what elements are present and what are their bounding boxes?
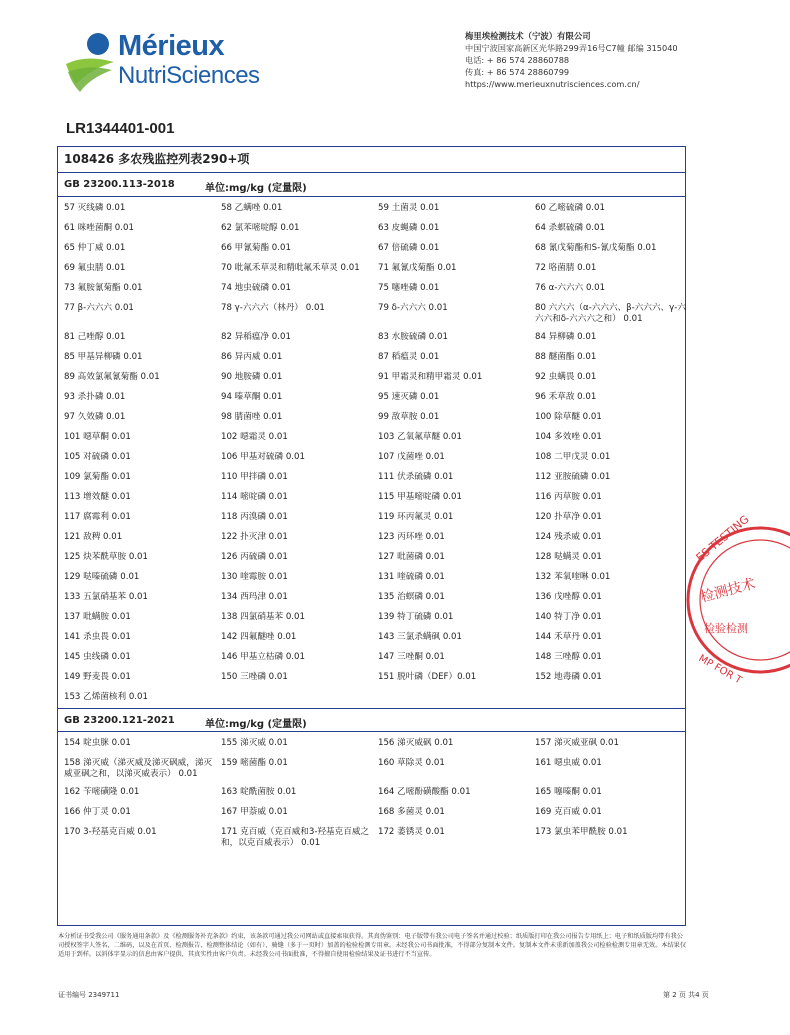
stamp-text-lower: 检验检测	[704, 622, 748, 635]
pesticide-item: 140 特丁净 0.01	[535, 612, 602, 622]
pesticide-item: 60 乙嘧硫磷 0.01	[535, 203, 605, 213]
pesticide-item: 122 扑灭津 0.01	[221, 532, 288, 542]
pesticide-item: 99 敌草胺 0.01	[378, 412, 440, 422]
pesticide-item: 113 增效醚 0.01	[64, 492, 131, 502]
pesticide-item: 91 甲霜灵和精甲霜灵 0.01	[378, 372, 483, 382]
pesticide-item: 118 丙溴磷 0.01	[221, 512, 288, 522]
pesticide-item: 98 腈菌唑 0.01	[221, 412, 283, 422]
brand-line-2: NutriSciences	[118, 62, 260, 89]
pesticide-item: 75 噻唑磷 0.01	[378, 283, 440, 293]
pesticide-item: 168 多菌灵 0.01	[378, 807, 445, 817]
pesticide-item: 146 甲基立枯磷 0.01	[221, 652, 305, 662]
pesticide-item: 142 四氟醚唑 0.01	[221, 632, 297, 642]
pesticide-item: 102 噁霜灵 0.01	[221, 432, 288, 442]
pesticide-item: 161 噁虫威 0.01	[535, 758, 602, 768]
pesticide-item: 110 甲拌磷 0.01	[221, 472, 288, 482]
pesticide-item: 81 己唑醇 0.01	[64, 332, 126, 342]
pesticide-item: 104 多效唑 0.01	[535, 432, 602, 442]
pesticide-item: 117 腐霉利 0.01	[64, 512, 131, 522]
pesticide-item: 94 嗪草酮 0.01	[221, 392, 283, 402]
pesticide-item: 89 高效氯氟氰菊酯 0.01	[64, 372, 160, 382]
page-number: 第 2 页 共4 页	[663, 991, 709, 999]
pesticide-item: 120 扑草净 0.01	[535, 512, 602, 522]
pesticide-item: 158 涕灭威（涕灭威及涕灭砜威，涕灭威亚砜之和，以涕灭威表示） 0.01	[64, 758, 213, 779]
section-header-1	[58, 173, 685, 197]
pesticide-item: 167 甲萘威 0.01	[221, 807, 288, 817]
pesticide-item: 159 嘧菌酯 0.01	[221, 758, 288, 768]
pesticide-item: 112 亚胺硫磷 0.01	[535, 472, 611, 482]
company-fax: 传真: + 86 574 28860799	[465, 67, 570, 77]
official-stamp-icon	[680, 500, 790, 700]
pesticide-item: 61 咪唑菌酮 0.01	[64, 223, 134, 233]
table-title: 108426 多农残监控列表290+项	[58, 147, 685, 173]
pesticide-item: 144 禾草丹 0.01	[535, 632, 602, 642]
stamp-text-bottom: MP FOR T	[696, 653, 744, 687]
pesticide-item: 124 残杀威 0.01	[535, 532, 602, 542]
pesticide-item: 62 氯苯嘧啶醇 0.01	[221, 223, 300, 233]
pesticide-item: 136 戊唑醇 0.01	[535, 592, 602, 602]
pesticide-item: 155 涕灭威 0.01	[221, 738, 288, 748]
company-logo	[62, 28, 282, 98]
pesticide-item: 71 氟氰戊菊酯 0.01	[378, 263, 457, 273]
pesticide-item: 129 哒嗪硫磷 0.01	[64, 572, 140, 582]
pesticide-item: 97 久效磷 0.01	[64, 412, 126, 422]
pesticide-item: 95 速灭磷 0.01	[378, 392, 440, 402]
unit-label: 单位:mg/kg (定量限)	[205, 719, 307, 730]
pesticide-item: 82 异稻瘟净 0.01	[221, 332, 291, 342]
pesticide-item: 88 醚菌酯 0.01	[535, 352, 597, 362]
standard-code: GB 23200.113-2018	[64, 179, 175, 190]
company-website[interactable]: https://www.merieuxnutrisciences.com.cn/	[465, 79, 640, 89]
pesticide-item: 151 脱叶磷（DEF）0.01	[378, 672, 477, 682]
pesticide-item: 166 仲丁灵 0.01	[64, 807, 131, 817]
pesticide-item: 157 涕灭威亚砜 0.01	[535, 738, 619, 748]
stamp-text-outer: ES TESTING	[693, 512, 752, 565]
pesticide-item: 128 哒螨灵 0.01	[535, 552, 602, 562]
pesticide-item: 134 西玛津 0.01	[221, 592, 288, 602]
pesticide-item: 138 四氯硝基苯 0.01	[221, 612, 305, 622]
pesticide-item: 109 氯菊酯 0.01	[64, 472, 131, 482]
pesticide-item: 57 灭线磷 0.01	[64, 203, 126, 213]
pesticide-item: 87 稻瘟灵 0.01	[378, 352, 440, 362]
pesticide-item: 59 土菌灵 0.01	[378, 203, 440, 213]
certificate-number: 证书编号 2349711	[58, 991, 120, 999]
pesticide-item: 164 乙嘧酚磺酸酯 0.01	[378, 787, 471, 797]
company-tel: 电话: + 86 574 28860788	[465, 55, 570, 65]
section-header-2	[58, 708, 685, 732]
pesticide-item: 83 水胺硫磷 0.01	[378, 332, 448, 342]
pesticide-item: 65 仲丁威 0.01	[64, 243, 126, 253]
pesticide-item: 130 喹霉胺 0.01	[221, 572, 288, 582]
pesticide-item: 147 三唑酮 0.01	[378, 652, 445, 662]
pesticide-item: 86 异丙威 0.01	[221, 352, 283, 362]
stamp-text-inner: 检测技术	[698, 575, 758, 606]
pesticide-item: 160 草除灵 0.01	[378, 758, 445, 768]
pesticide-item: 58 乙螨唑 0.01	[221, 203, 283, 213]
section-2-grid	[58, 732, 685, 852]
pesticide-item: 127 吡菌磷 0.01	[378, 552, 445, 562]
pesticide-item: 143 三氯杀螨砜 0.01	[378, 632, 462, 642]
company-address: 中国宁波国家高新区光华路299弄16号C7幢 邮编 315040	[465, 43, 678, 53]
section-1-grid	[58, 197, 685, 708]
pesticide-item: 114 嘧啶磷 0.01	[221, 492, 288, 502]
pesticide-item: 162 苄嘧磺隆 0.01	[64, 787, 140, 797]
pesticide-item: 76 α-六六六 0.01	[535, 283, 606, 293]
pesticide-item: 131 喹硫磷 0.01	[378, 572, 445, 582]
pesticide-item: 135 治螟磷 0.01	[378, 592, 445, 602]
company-name: 梅里埃检测技术（宁波）有限公司	[465, 31, 591, 41]
pesticide-item: 152 地毒磷 0.01	[535, 672, 602, 682]
pesticide-item: 64 杀螟硫磷 0.01	[535, 223, 605, 233]
pesticide-item: 145 虫线磷 0.01	[64, 652, 131, 662]
pesticide-item: 66 甲氰菊酯 0.01	[221, 243, 291, 253]
pesticide-item: 133 五氯硝基苯 0.01	[64, 592, 148, 602]
company-info	[465, 30, 725, 90]
pesticide-item: 116 丙草胺 0.01	[535, 492, 602, 502]
pesticide-item: 96 禾草敌 0.01	[535, 392, 597, 402]
pesticide-item: 78 γ-六六六（林丹） 0.01	[221, 303, 325, 313]
pesticide-item: 101 噁草酮 0.01	[64, 432, 131, 442]
pesticide-item: 165 噻嗪酮 0.01	[535, 787, 602, 797]
pesticide-item: 72 咯菌腈 0.01	[535, 263, 597, 273]
pesticide-item: 172 萎锈灵 0.01	[378, 827, 445, 837]
pesticide-item: 132 苯氧喹啉 0.01	[535, 572, 611, 582]
unit-label: 单位:mg/kg (定量限)	[205, 183, 307, 194]
pesticide-item: 74 地虫硫磷 0.01	[221, 283, 291, 293]
pesticide-item: 93 杀扑磷 0.01	[64, 392, 126, 402]
pesticide-item: 90 地胺磷 0.01	[221, 372, 283, 382]
pesticide-item: 84 异柳磷 0.01	[535, 332, 597, 342]
pesticide-item: 150 三唑磷 0.01	[221, 672, 288, 682]
pesticide-item: 79 δ-六六六 0.01	[378, 303, 448, 313]
pesticide-item: 105 对硫磷 0.01	[64, 452, 131, 462]
pesticide-item: 126 丙硫磷 0.01	[221, 552, 288, 562]
pesticide-item: 171 克百威（克百威和3-羟基克百威之和，以克百威表示） 0.01	[221, 827, 370, 848]
pesticide-item: 123 丙环唑 0.01	[378, 532, 445, 542]
pesticide-item: 139 特丁硫磷 0.01	[378, 612, 454, 622]
pesticide-item: 115 甲基嘧啶磷 0.01	[378, 492, 462, 502]
pesticide-item: 63 皮蝇磷 0.01	[378, 223, 440, 233]
pesticide-item: 108 二甲戊灵 0.01	[535, 452, 611, 462]
report-number: LR1344401-001	[66, 120, 175, 137]
pesticide-item: 125 炔苯酰草胺 0.01	[64, 552, 148, 562]
pesticide-table	[57, 146, 686, 926]
legal-notice: 本分析证书受我公司《服务通用条款》及《检测服务补充条款》约束，该条款可通过我公司网站或直接索取获得。其真伪鉴别：电子版带有我公司电子签名并通过校验；纸质版打印在我公司报告专用纸上；电子和纸质版均带有我公司授权签字人签名，二维码，以及在首页、检测报告、检测整体结论（如有），骑缝（多于一页时）加盖的检验检测专用章。未经我公司书面批准，不得部分复制本文件。复制本文件未重新加盖我公司检验检测专用章无效。本结果仅适用于到样。以斜体字显示的信息由客户提供，其真实性由客户负责。未经我公司书面批准，不得擅自使用检验结果及证书进行不当宣传。	[58, 933, 687, 958]
pesticide-item: 73 氟胺氰菊酯 0.01	[64, 283, 143, 293]
pesticide-item: 169 克百威 0.01	[535, 807, 602, 817]
pesticide-item: 156 涕灭威砜 0.01	[378, 738, 454, 748]
pesticide-item: 137 吡螨胺 0.01	[64, 612, 131, 622]
pesticide-item: 70 吡氟禾草灵和精吡氟禾草灵 0.01	[221, 263, 360, 273]
pesticide-item: 85 甲基异柳磷 0.01	[64, 352, 143, 362]
pesticide-item: 154 啶虫脒 0.01	[64, 738, 131, 748]
pesticide-item: 121 敌稗 0.01	[64, 532, 123, 542]
pesticide-item: 106 甲基对硫磷 0.01	[221, 452, 305, 462]
pesticide-item: 111 伏杀硫磷 0.01	[378, 472, 454, 482]
pesticide-item: 68 氰戊菊酯和S-氰戊菊酯 0.01	[535, 243, 657, 253]
pesticide-item: 153 乙烯菌核利 0.01	[64, 692, 148, 702]
standard-code: GB 23200.121-2021	[64, 715, 175, 726]
pesticide-item: 141 杀虫畏 0.01	[64, 632, 131, 642]
pesticide-item: 69 氟虫腈 0.01	[64, 263, 126, 273]
brand-line-1: Mérieux	[118, 30, 225, 62]
logo-mark-icon	[62, 28, 122, 98]
pesticide-item: 170 3-羟基克百威 0.01	[64, 827, 157, 837]
pesticide-item: 80 六六六（α-六六六、β-六六六、γ-六六六和δ-六六六之和） 0.01	[535, 303, 686, 324]
pesticide-item: 67 倍硫磷 0.01	[378, 243, 440, 253]
pesticide-item: 103 乙氧氟草醚 0.01	[378, 432, 462, 442]
pesticide-item: 149 野麦畏 0.01	[64, 672, 131, 682]
pesticide-item: 148 三唑醇 0.01	[535, 652, 602, 662]
pesticide-item: 77 β-六六六 0.01	[64, 303, 134, 313]
pesticide-item: 163 啶酰菌胺 0.01	[221, 787, 297, 797]
pesticide-item: 100 除草醚 0.01	[535, 412, 602, 422]
pesticide-item: 92 虫螨畏 0.01	[535, 372, 597, 382]
pesticide-item: 107 戊菌唑 0.01	[378, 452, 445, 462]
pesticide-item: 119 环丙氟灵 0.01	[378, 512, 454, 522]
pesticide-item: 173 氯虫苯甲酰胺 0.01	[535, 827, 628, 837]
